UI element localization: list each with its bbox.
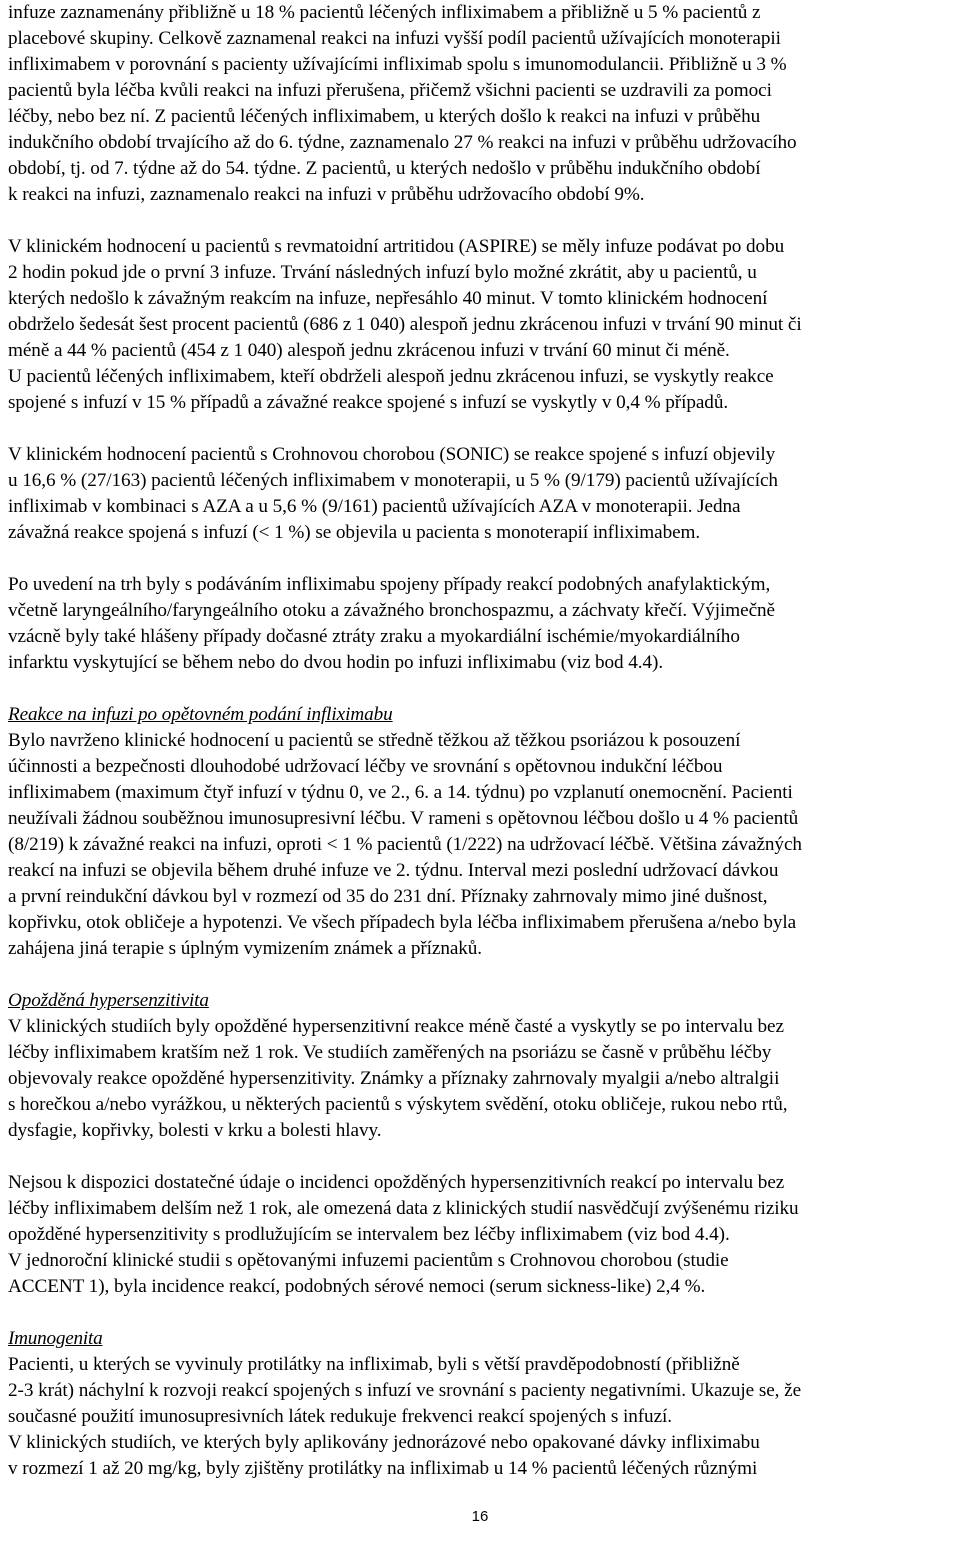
paragraph-spacer (8, 676, 956, 702)
text-line: vzácně byly také hlášeny případy dočasné ztráty zraku a myokardiální ischémie/myokardiálního (8, 626, 740, 647)
text-line: kterých nedošlo k závažným reakcím na infuze, nepřesáhlo 40 minut. V tomto klinickém hodnocení (8, 288, 768, 309)
text-line: zahájena jiná terapie s úplným vymizením známek a příznaků. (8, 938, 483, 959)
paragraph-spacer (8, 1300, 956, 1326)
text-line: 2-3 krát) náchylní k rozvoji reakcí spojených s infuzí ve srovnání s pacienty negativními. Ukazuje se, že (8, 1380, 802, 1401)
text-line: infuze zaznamenány přibližně u 18 % pacientů léčených infliximabem a přibližně u 5 % pacientů z (8, 2, 761, 23)
para-immunogenicity (8, 1352, 956, 1482)
text-line: obdrželo šedesát šest procent pacientů (686 z 1 040) alespoň jednu zkrácenou infuzi v trvání 90 minut či (8, 314, 802, 335)
para-infusion-rates (8, 0, 956, 208)
paragraph-spacer (8, 208, 956, 234)
text-line: a první reindukční dávkou byl v rozmezí od 35 do 231 dní. Příznaky zahrnovaly mimo jiné dušnost, (8, 886, 768, 907)
heading-readministration: Reakce na infuzi po opětovném podání infliximabu (8, 704, 393, 725)
text-line: neužívali žádnou souběžnou imunosupresivní léčbu. V rameni s opětovnou léčbou došlo u 4 % pacientů (8, 808, 799, 829)
text-line: závažná reakce spojená s infuzí (< 1 %) se objevila u pacienta s monoterapií infliximabem. (8, 522, 701, 543)
text-line: k reakci na infuzi, zaznamenalo reakci na infuzi v průběhu udržovacího období 9%. (8, 184, 645, 205)
text-line: infliximabem v porovnání s pacienty užívajícími infliximab spolu s imunomodulancii. Přibližně u 3 % (8, 54, 787, 75)
text-line: léčby infliximabem kratším než 1 rok. Ve studiích zaměřených na psoriázu se časně v průběhu léčby (8, 1042, 772, 1063)
para-sonic (8, 442, 956, 546)
document-page (8, 0, 956, 1482)
text-line: V klinickém hodnocení u pacientů s revmatoidní artritidou (ASPIRE) se měly infuze podávat po dobu (8, 236, 785, 257)
text-line: infliximabem (maximum čtyř infuzí v týdnu 0, ve 2., 6. a 14. týdnu) po vzplanutí onemocnění. Pacienti (8, 782, 793, 803)
text-line: Nejsou k dispozici dostatečné údaje o incidenci opožděných hypersenzitivních reakcí po intervalu bez (8, 1172, 785, 1193)
text-line: spojené s infuzí v 15 % případů a závažné reakce spojené s infuzí se vyskytly v 0,4 % případů. (8, 392, 729, 413)
paragraph-spacer (8, 1144, 956, 1170)
text-line: 2 hodin pokud jde o první 3 infuze. Trvání následných infuzí bylo možné zkrátit, aby u pacientů, u (8, 262, 757, 283)
text-line: ACCENT 1), byla incidence reakcí, podobných sérové nemoci (serum sickness-like) 2,4 %. (8, 1276, 706, 1297)
page-number: 16 (471, 1508, 489, 1525)
paragraph-spacer (8, 416, 956, 442)
text-line: V jednoroční klinické studii s opětovanými infuzemi pacientům s Crohnovou chorobou (studie (8, 1250, 729, 1271)
text-line: období, tj. od 7. týdne až do 54. týdne. Z pacientů, u kterých nedošlo v průběhu indukčního období (8, 158, 761, 179)
text-line: méně a 44 % pacientů (454 z 1 040) alespoň jednu zkrácenou infuzi v trvání 60 minut či méně. (8, 340, 730, 361)
text-line: kopřivku, otok obličeje a hypotenzi. Ve všech případech byla léčba infliximabem přerušena a/nebo byla (8, 912, 797, 933)
text-line: léčby infliximabem delším než 1 rok, ale omezená data z klinických studií nasvědčují zvýšenému riziku (8, 1198, 799, 1219)
text-line: dysfagie, kopřivky, bolesti v krku a bolesti hlavy. (8, 1120, 382, 1141)
text-line: Bylo navrženo klinické hodnocení u pacientů se středně těžkou až těžkou psoriázou k posouzení (8, 730, 741, 751)
text-line: indukčního období trvajícího až do 6. týdne, zaznamenalo 27 % reakci na infuzi v průběhu udržovacího (8, 132, 797, 153)
paragraph-spacer (8, 546, 956, 572)
para-insufficient-data (8, 1170, 956, 1300)
text-line: (8/219) k závažné reakci na infuzi, oproti < 1 % pacientů (1/222) na udržovací léčbě. Většina závažných (8, 834, 802, 855)
text-line: v rozmezí 1 až 20 mg/kg, byly zjištěny protilátky na infliximab u 14 % pacientů léčených různými (8, 1458, 758, 1479)
text-line: pacientů byla léčba kvůli reakci na infuzi přerušena, přičemž všichni pacienti se uzdravili za pomoci (8, 80, 772, 101)
heading-delayed-hypersensitivity: Opožděná hypersenzitivita (8, 990, 209, 1011)
text-line: U pacientů léčených infliximabem, kteří obdrželi alespoň jednu zkrácenou infuzi, se vyskytly reakce (8, 366, 774, 387)
text-line: účinnosti a bezpečnosti dlouhodobé udržovací léčby ve srovnání s opětovnou indukční léčbou (8, 756, 723, 777)
text-line: placebové skupiny. Celkově zaznamenal reakci na infuzi vyšší podíl pacientů užívajících monoterapii (8, 28, 781, 49)
text-line: objevovaly reakce opožděné hypersenzitivity. Známky a příznaky zahrnovaly myalgii a/nebo altralgii (8, 1068, 780, 1089)
text-line: u 16,6 % (27/163) pacientů léčených infliximabem v monoterapii, u 5 % (9/179) pacientů užívajících (8, 470, 778, 491)
para-delayed-hypersensitivity (8, 1014, 956, 1144)
text-line: léčby, nebo bez ní. Z pacientů léčených infliximabem, u kterých došlo k reakci na infuzi v průběhu (8, 106, 761, 127)
paragraph-spacer (8, 962, 956, 988)
text-line: V klinických studiích, ve kterých byly aplikovány jednorázové nebo opakované dávky infliximabu (8, 1432, 760, 1453)
text-line: současné použití imunosupresivních látek redukuje frekvenci reakcí spojených s infuzí. (8, 1406, 672, 1427)
text-line: infliximab v kombinaci s AZA a u 5,6 % (9/161) pacientů užívajících AZA v monoterapii. Jedna (8, 496, 741, 517)
text-line: reakcí na infuzi se objevila během druhé infuze ve 2. týdnu. Interval mezi poslední udržovací dávkou (8, 860, 779, 881)
text-line: infarktu vyskytující se během nebo do dvou hodin po infuzi infliximabu (viz bod 4.4). (8, 652, 664, 673)
para-postmarketing (8, 572, 956, 676)
text-line: Pacienti, u kterých se vyvinuly protilátky na infliximab, byli s větší pravděpodobností (přibližně (8, 1354, 740, 1375)
text-line: V klinickém hodnocení pacientů s Crohnovou chorobou (SONIC) se reakce spojené s infuzí objevily (8, 444, 776, 465)
text-line: opožděné hypersenzitivity s prodlužujícím se intervalem bez léčby infliximabem (viz bod 4.4). (8, 1224, 730, 1245)
text-line: Po uvedení na trh byly s podáváním infliximabu spojeny případy reakcí podobných anafylaktickým, (8, 574, 771, 595)
text-line: V klinických studiích byly opožděné hypersenzitivní reakce méně časté a vyskytly se po intervalu bez (8, 1016, 784, 1037)
para-readministration (8, 728, 956, 962)
text-line: s horečkou a/nebo vyrážkou, u některých pacientů s výskytem svědění, otoku obličeje, rukou nebo rtů, (8, 1094, 788, 1115)
text-line: včetně laryngeálního/faryngeálního otoku a závažného bronchospazmu, a záchvaty křečí. Výjimečně (8, 600, 775, 621)
para-aspire (8, 234, 956, 416)
heading-immunogenicity: Imunogenita (8, 1328, 103, 1349)
